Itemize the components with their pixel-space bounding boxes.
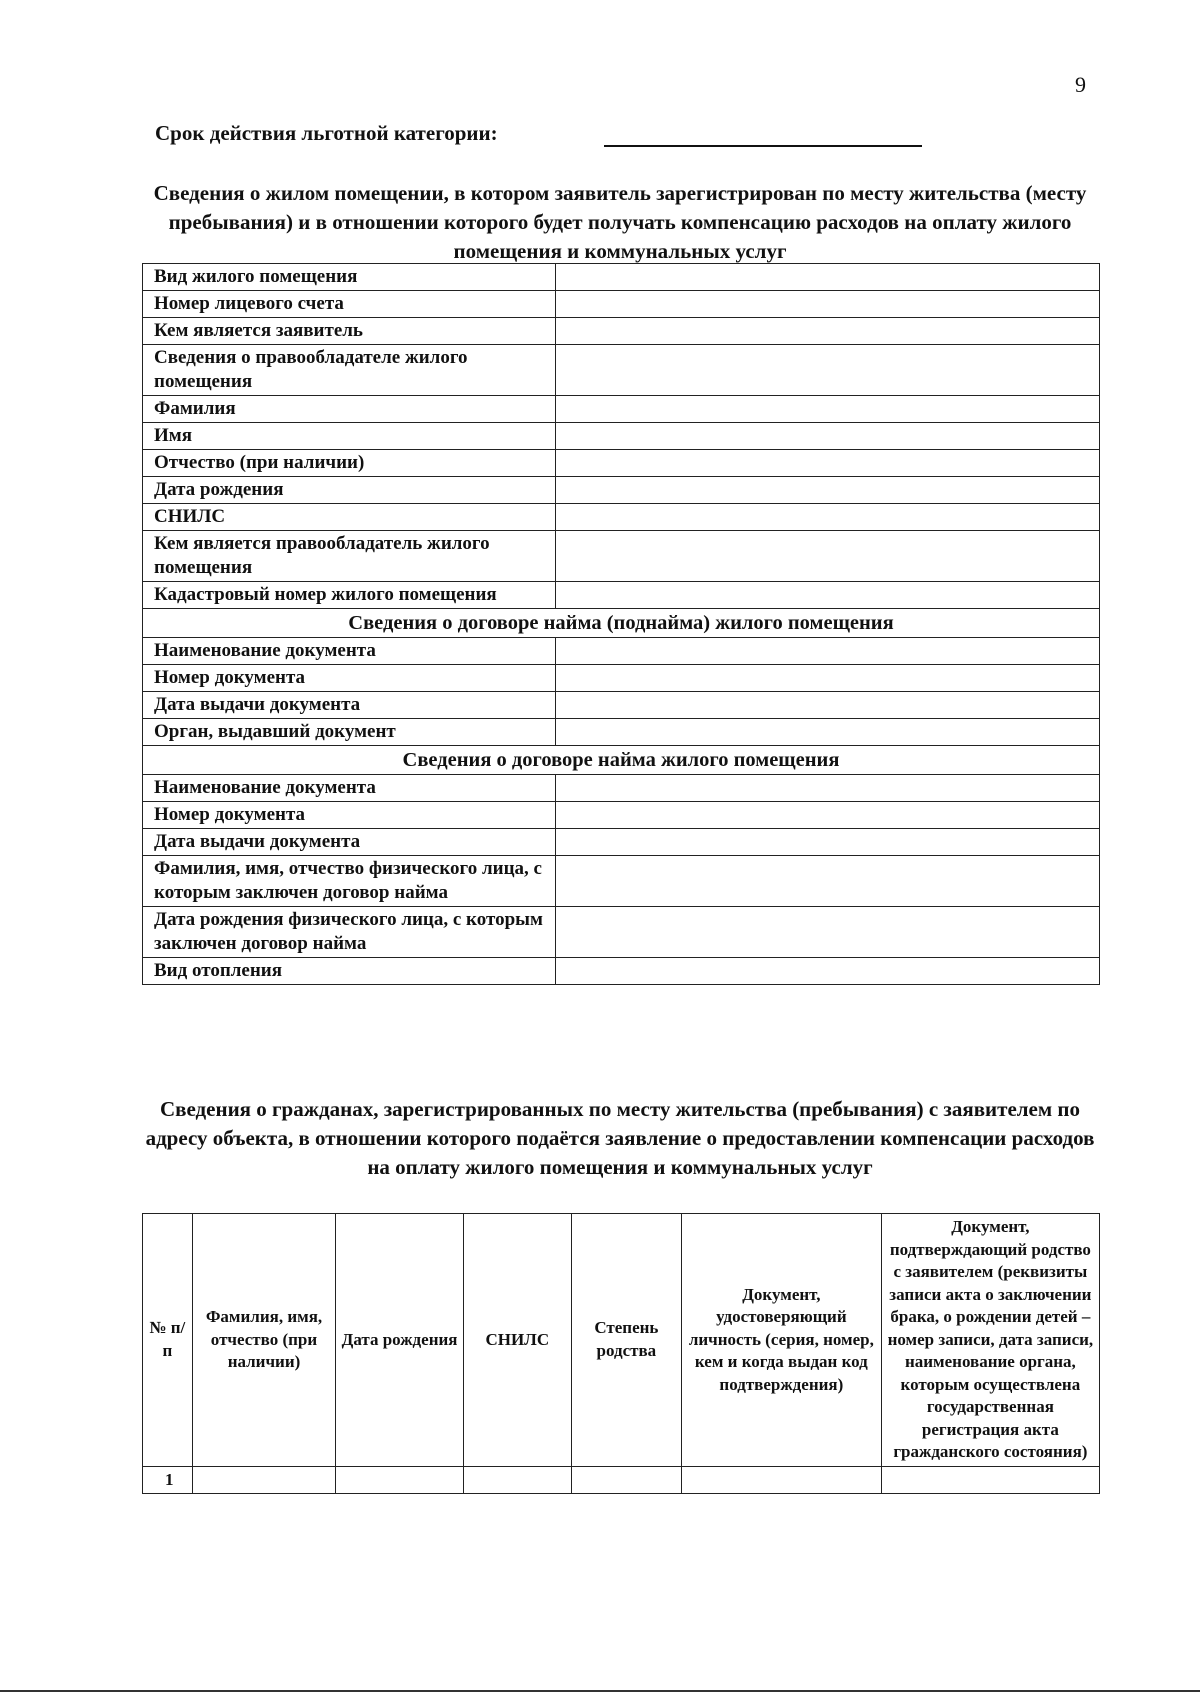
field-value-cell[interactable] — [556, 692, 1100, 719]
field-label: Орган, выдавший документ — [143, 719, 556, 746]
field-value-cell[interactable] — [556, 665, 1100, 692]
table-row — [143, 345, 1100, 396]
column-header: СНИЛС — [463, 1214, 571, 1467]
column-header: Документ, подтверждающий родство с заявителем (реквизиты записи акта о заключении брака, о рождении детей – номер записи, дата записи, наименование органа, которым осуществлена государственная регистрация акта гражданского состояния) — [881, 1214, 1099, 1467]
field-value-cell[interactable] — [556, 856, 1100, 907]
field-value-cell[interactable] — [556, 450, 1100, 477]
field-label: Кем является заявитель — [143, 318, 556, 345]
table-row — [143, 450, 1100, 477]
column-header: Документ, удостоверяющий личность (серия, номер, кем и когда выдан код подтверждения) — [681, 1214, 881, 1467]
page-number: 9 — [1075, 72, 1086, 97]
table-row — [143, 1466, 1100, 1494]
table-row — [143, 531, 1100, 582]
table-row — [143, 638, 1100, 665]
field-value-cell[interactable] — [556, 531, 1100, 582]
field-label: Наименование документа — [143, 638, 556, 665]
field-label: Кадастровый номер жилого помещения — [143, 582, 556, 609]
field-value-cell[interactable] — [556, 958, 1100, 985]
field-value-cell[interactable] — [556, 582, 1100, 609]
table-row — [143, 291, 1100, 318]
table-row — [143, 264, 1100, 291]
table-row — [143, 665, 1100, 692]
data-entry-cell[interactable] — [192, 1466, 336, 1494]
field-value-cell[interactable] — [556, 477, 1100, 504]
field-label: Номер документа — [143, 802, 556, 829]
field-value-cell[interactable] — [556, 264, 1100, 291]
field-label: Фамилия — [143, 396, 556, 423]
field-label: Вид отопления — [143, 958, 556, 985]
table-row — [143, 504, 1100, 531]
table-row — [143, 775, 1100, 802]
table-row — [143, 958, 1100, 985]
field-value-cell[interactable] — [556, 638, 1100, 665]
table-row — [143, 396, 1100, 423]
row-number-cell: 1 — [143, 1466, 193, 1494]
benefit-term-blank-field[interactable] — [604, 145, 922, 147]
field-value-cell[interactable] — [556, 345, 1100, 396]
field-label: Наименование документа — [143, 775, 556, 802]
field-label: Вид жилого помещения — [143, 264, 556, 291]
field-label: Дата рождения — [143, 477, 556, 504]
field-value-cell[interactable] — [556, 318, 1100, 345]
field-label: Номер лицевого счета — [143, 291, 556, 318]
table-row — [143, 856, 1100, 907]
table-row — [143, 318, 1100, 345]
data-entry-cell[interactable] — [463, 1466, 571, 1494]
section-title: Сведения о договоре найма жилого помещения — [143, 746, 1100, 775]
table-row — [143, 582, 1100, 609]
benefit-term-label: Срок действия льготной категории: — [155, 121, 498, 145]
field-value-cell[interactable] — [556, 907, 1100, 958]
data-entry-cell[interactable] — [681, 1466, 881, 1494]
field-label: Имя — [143, 423, 556, 450]
table-row — [143, 719, 1100, 746]
data-entry-cell[interactable] — [571, 1466, 681, 1494]
field-label: Кем является правообладатель жилого помещения — [143, 531, 556, 582]
field-label: СНИЛС — [143, 504, 556, 531]
field-label: Дата рождения физического лица, с которым заключен договор найма — [143, 907, 556, 958]
column-header: № п/ п — [143, 1214, 193, 1467]
table-row — [143, 692, 1100, 719]
section-title: Сведения о договоре найма (поднайма) жилого помещения — [143, 609, 1100, 638]
table-row — [143, 907, 1100, 958]
table-header-row — [143, 1214, 1100, 1467]
section-row — [143, 609, 1100, 638]
column-header: Степень родства — [571, 1214, 681, 1467]
field-label: Фамилия, имя, отчество физического лица, с которым заключен договор найма — [143, 856, 556, 907]
citizens-section-heading: Сведения о гражданах, зарегистрированных по месту жительства (пребывания) с заявителем по адресу объекта, в отношении которого подаётся заявление о предоставлении компенсации расходов на оплату жилого помещения и коммунальных услуг — [145, 1097, 1095, 1179]
field-label: Номер документа — [143, 665, 556, 692]
field-label: Дата выдачи документа — [143, 829, 556, 856]
field-value-cell[interactable] — [556, 775, 1100, 802]
field-value-cell[interactable] — [556, 423, 1100, 450]
column-header: Дата рождения — [336, 1214, 463, 1467]
field-value-cell[interactable] — [556, 504, 1100, 531]
table-row — [143, 829, 1100, 856]
data-entry-cell[interactable] — [336, 1466, 463, 1494]
section-row — [143, 746, 1100, 775]
field-value-cell[interactable] — [556, 396, 1100, 423]
table-row — [143, 802, 1100, 829]
housing-info-table — [142, 263, 1100, 985]
field-label: Сведения о правообладателе жилого помещения — [143, 345, 556, 396]
field-value-cell[interactable] — [556, 719, 1100, 746]
field-value-cell[interactable] — [556, 291, 1100, 318]
table-row — [143, 423, 1100, 450]
field-label: Отчество (при наличии) — [143, 450, 556, 477]
field-value-cell[interactable] — [556, 802, 1100, 829]
column-header: Фамилия, имя, отчество (при наличии) — [192, 1214, 336, 1467]
registered-citizens-table — [142, 1213, 1100, 1494]
field-value-cell[interactable] — [556, 829, 1100, 856]
field-label: Дата выдачи документа — [143, 692, 556, 719]
bottom-scan-rule — [0, 1690, 1200, 1692]
housing-section-heading: Сведения о жилом помещении, в котором заявитель зарегистрирован по месту жительства (месту пребывания) и в отношении которого будет получать компенсацию расходов на оплату жилого помещения и коммунальных услуг — [153, 181, 1087, 263]
data-entry-cell[interactable] — [881, 1466, 1099, 1494]
table-row — [143, 477, 1100, 504]
